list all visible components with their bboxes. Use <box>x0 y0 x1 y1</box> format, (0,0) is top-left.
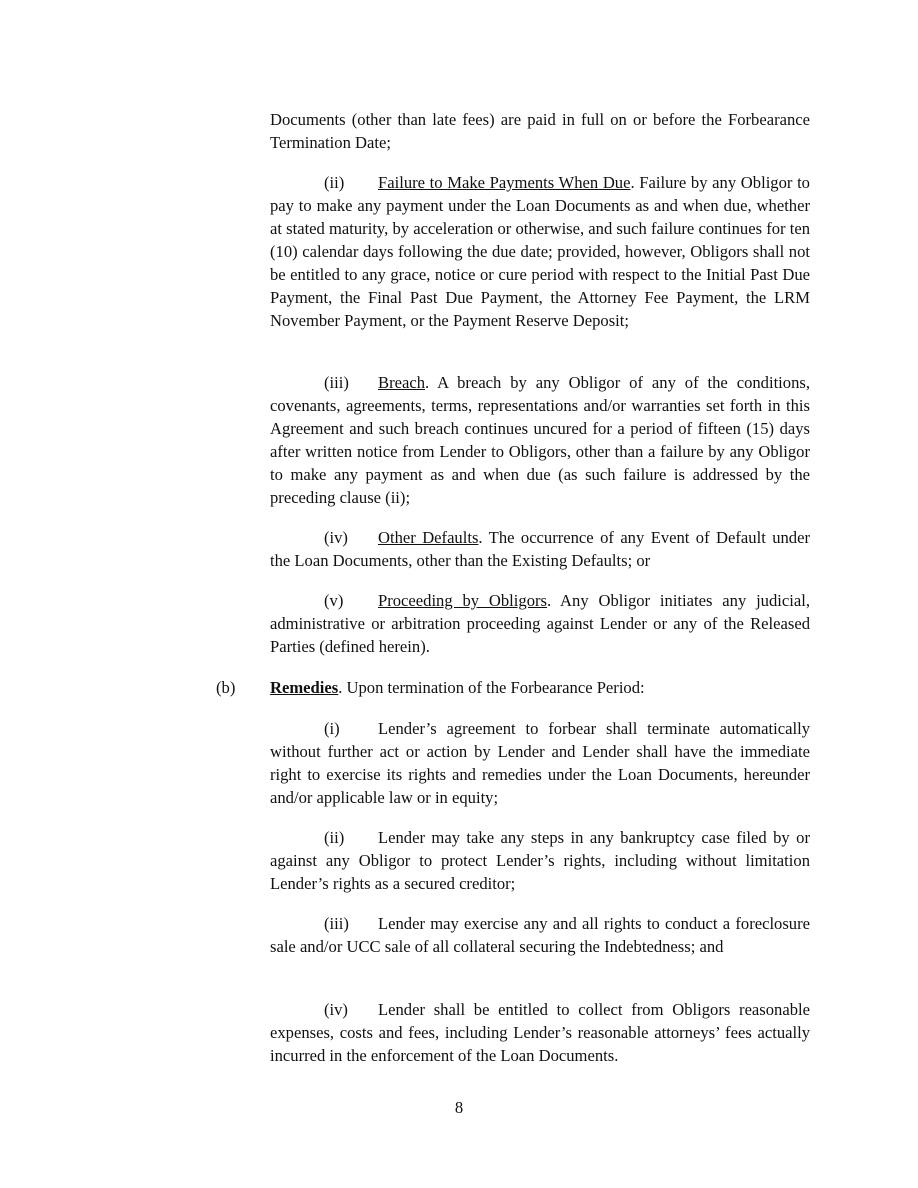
default-clause-iii <box>270 371 810 509</box>
default-clause-ii <box>270 171 810 332</box>
clause-body: . Failure by any Obligor to pay to make any payment under the Loan Documents as and when due, whether at stated maturity, by acceleration or otherwise, and such failure continues for ten (10) calendar days following the due date; provided, however, Obligors shall not be entitled to any grace, notice or cure period with respect to the Initial Past Due Payment, the Final Past Due Payment, the Attorney Fee Payment, the LRM November Payment, or the Payment Reserve Deposit; <box>270 173 810 330</box>
remedy-item-iv <box>270 998 810 1067</box>
remedy-item-ii <box>270 826 810 895</box>
remedy-text: Lender shall be entitled to collect from Obligors reasonable expenses, costs and fees, including Lender’s reasonable attorneys’ fees actually incurred in the enforcement of the Loan Documents. <box>270 1000 810 1065</box>
remedies-heading-paragraph <box>270 676 810 699</box>
section-label-b: (b) <box>216 678 236 697</box>
remedy-text: Lender may take any steps in any bankruptcy case filed by or against any Obligor to protect Lender’s rights, including without limitation Lender’s rights as a secured creditor; <box>270 828 810 893</box>
remedy-text: Lender may exercise any and all rights to conduct a foreclosure sale and/or UCC sale of all collateral securing the Indebtedness; and <box>270 914 810 956</box>
clause-number: (iii) <box>324 373 349 392</box>
clause-heading: Failure to Make Payments When Due <box>378 173 631 192</box>
remedies-heading: Remedies <box>270 678 339 697</box>
remedies-intro: . Upon termination of the Forbearance Period: <box>338 678 645 697</box>
continuation-paragraph <box>270 108 810 154</box>
remedy-text: Lender’s agreement to forbear shall terminate automatically without further act or action by Lender and Lender shall have the immediate right to exercise its rights and remedies under the Loan Documents, hereunder and/or applicable law or in equity; <box>270 719 810 807</box>
clause-body: . Any Obligor initiates any judicial, administrative or arbitration proceeding against Lender or any of the Released Parties (defined herein). <box>270 591 810 656</box>
default-clause-v <box>270 589 810 658</box>
remedy-item-iii <box>270 912 810 958</box>
default-clause-iv <box>270 526 810 572</box>
page-number: 8 <box>454 1098 464 1117</box>
remedy-item-i <box>270 717 810 809</box>
clause-body: . The occurrence of any Event of Default under the Loan Documents, other than the Existing Defaults; or <box>270 528 810 570</box>
remedy-number: (iii) <box>324 914 349 933</box>
clause-heading: Proceeding by Obligors <box>378 591 547 610</box>
clause-number: (ii) <box>324 173 345 192</box>
clause-heading: Other Defaults <box>378 528 479 547</box>
continuation-text: Documents (other than late fees) are paid in full on or before the Forbearance Termination Date; <box>270 110 810 152</box>
clause-number: (iv) <box>324 528 348 547</box>
remedy-number: (iv) <box>324 1000 348 1019</box>
remedy-number: (i) <box>324 719 340 738</box>
clause-body: . A breach by any Obligor of any of the conditions, covenants, agreements, terms, representations and/or warranties set forth in this Agreement and such breach continues uncured for a period of fifteen (15) days after written notice from Lender to Obligors, other than a failure by any Obligor to make any payment as and when due (as such failure is addressed by the preceding clause (ii); <box>270 373 810 507</box>
remedy-number: (ii) <box>324 828 345 847</box>
clause-number: (v) <box>324 591 344 610</box>
clause-heading: Breach <box>378 373 425 392</box>
